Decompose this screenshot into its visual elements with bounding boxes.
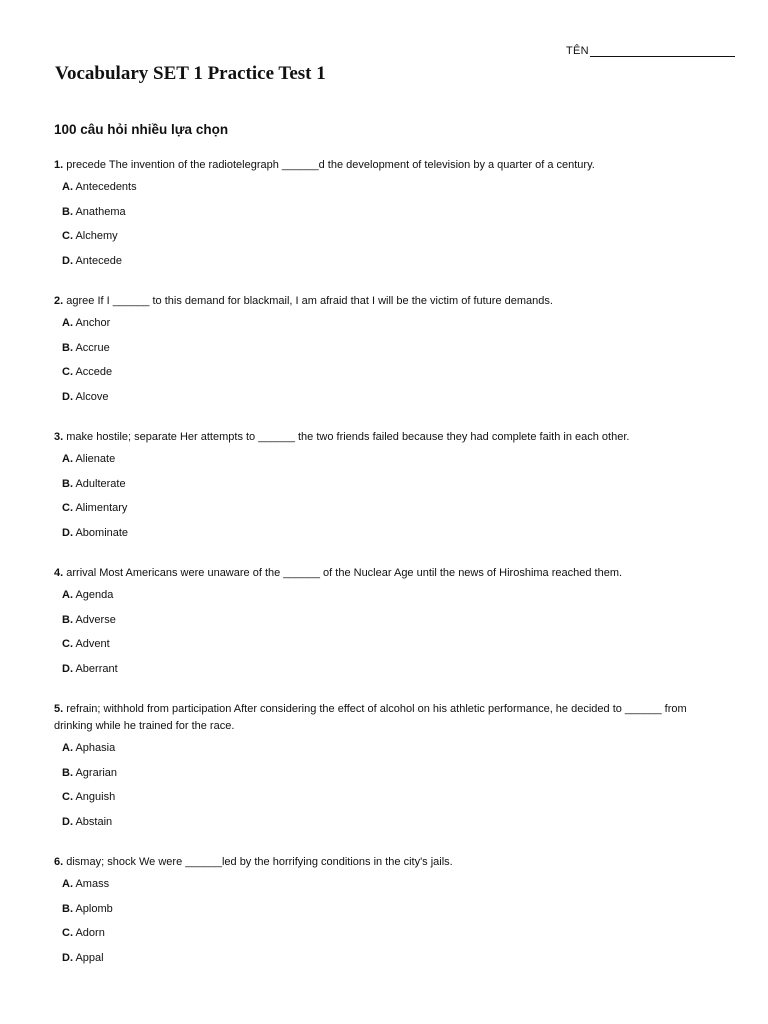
option-c	[62, 926, 714, 951]
option-text: Abstain	[75, 815, 113, 828]
option-text: Aberrant	[75, 662, 118, 675]
option-text: Alcove	[75, 390, 109, 403]
option-text: Agrarian	[75, 766, 118, 779]
question-2	[54, 293, 714, 414]
question-prompt: dismay; shock We were ______led by the horrifying conditions in the city's jails.	[66, 856, 453, 868]
question-4	[54, 565, 714, 686]
question-number: 5.	[54, 703, 64, 715]
option-a	[62, 316, 714, 341]
option-list	[54, 741, 714, 839]
question-text	[54, 565, 714, 582]
question-text	[54, 293, 714, 310]
option-c	[62, 637, 714, 662]
question-number: 3.	[54, 431, 64, 443]
option-letter: A.	[62, 317, 73, 329]
name-label: TÊN	[566, 45, 589, 57]
question-number: 6.	[54, 856, 64, 868]
option-a	[62, 877, 714, 902]
option-text: Amass	[75, 878, 110, 890]
option-d	[62, 526, 714, 551]
option-text: Anathema	[75, 205, 126, 218]
option-text: Aplomb	[75, 902, 113, 915]
option-c	[62, 501, 714, 526]
question-number: 1.	[54, 159, 64, 171]
option-letter: B.	[62, 205, 73, 218]
question-3	[54, 429, 714, 550]
option-d	[62, 662, 714, 687]
option-letter: C.	[62, 502, 73, 514]
option-b	[62, 902, 714, 927]
option-letter: A.	[62, 589, 73, 601]
option-letter: B.	[62, 613, 73, 626]
option-letter: B.	[62, 477, 73, 490]
option-text: Agenda	[75, 589, 114, 601]
option-list	[54, 877, 714, 975]
option-d	[62, 951, 714, 976]
option-letter: C.	[62, 791, 73, 803]
option-text: Advent	[75, 638, 110, 650]
option-letter: B.	[62, 766, 73, 779]
option-text: Alienate	[75, 453, 116, 465]
option-letter: D.	[62, 390, 73, 403]
option-letter: C.	[62, 366, 73, 378]
option-b	[62, 766, 714, 791]
option-a	[62, 588, 714, 613]
option-letter: B.	[62, 902, 73, 915]
option-letter: A.	[62, 453, 73, 465]
option-letter: D.	[62, 662, 73, 675]
option-a	[62, 180, 714, 205]
question-list	[54, 157, 714, 990]
option-b	[62, 477, 714, 502]
option-text: Alimentary	[75, 502, 128, 514]
question-1	[54, 157, 714, 278]
question-prompt: make hostile; separate Her attempts to ______ the two friends failed because they had complete faith in each other.	[66, 431, 630, 443]
question-5	[54, 701, 714, 839]
option-letter: D.	[62, 951, 73, 964]
question-prompt: precede The invention of the radiotelegraph ______d the development of television by a quarter of a century.	[66, 159, 595, 171]
question-text	[54, 157, 714, 174]
option-text: Adulterate	[75, 477, 126, 490]
question-prompt: refrain; withhold from participation After considering the effect of alcohol on his athletic performance, he decided to ______ from drinking while he trained for the race.	[54, 703, 687, 732]
question-text	[54, 429, 714, 446]
page-title: Vocabulary SET 1 Practice Test 1	[55, 63, 326, 84]
option-b	[62, 205, 714, 230]
option-c	[62, 229, 714, 254]
option-list	[54, 180, 714, 278]
question-number: 2.	[54, 295, 64, 307]
option-d	[62, 815, 714, 840]
option-letter: B.	[62, 341, 73, 354]
option-text: Adorn	[75, 927, 105, 939]
option-a	[62, 741, 714, 766]
option-list	[54, 452, 714, 550]
option-text: Antecedents	[75, 181, 137, 193]
option-d	[62, 254, 714, 279]
question-prompt: arrival Most Americans were unaware of the ______ of the Nuclear Age until the news of Hiroshima reached them.	[66, 567, 623, 579]
option-letter: D.	[62, 254, 73, 267]
option-text: Accrue	[75, 341, 110, 354]
option-list	[54, 316, 714, 414]
option-b	[62, 613, 714, 638]
option-c	[62, 790, 714, 815]
question-number: 4.	[54, 567, 64, 579]
option-letter: C.	[62, 638, 73, 650]
option-text: Abominate	[75, 526, 129, 539]
name-field	[566, 43, 735, 57]
option-letter: A.	[62, 742, 73, 754]
option-d	[62, 390, 714, 415]
section-heading: 100 câu hỏi nhiều lựa chọn	[54, 122, 229, 137]
option-letter: A.	[62, 181, 73, 193]
question-prompt: agree If I ______ to this demand for blackmail, I am afraid that I will be the victim of future demands.	[66, 295, 553, 307]
option-text: Adverse	[75, 613, 116, 626]
option-c	[62, 365, 714, 390]
option-letter: D.	[62, 815, 73, 828]
option-text: Aphasia	[75, 742, 116, 754]
question-text	[54, 701, 714, 735]
option-letter: C.	[62, 230, 73, 242]
question-6	[54, 854, 714, 975]
option-text: Accede	[75, 366, 113, 378]
option-b	[62, 341, 714, 366]
option-a	[62, 452, 714, 477]
option-letter: A.	[62, 878, 73, 890]
option-letter: C.	[62, 927, 73, 939]
option-list	[54, 588, 714, 686]
option-text: Antecede	[75, 254, 122, 267]
option-text: Alchemy	[75, 230, 118, 242]
option-text: Appal	[75, 951, 104, 964]
option-text: Anguish	[75, 791, 116, 803]
name-blank-line	[590, 43, 735, 57]
option-text: Anchor	[75, 317, 111, 329]
question-text	[54, 854, 714, 871]
option-letter: D.	[62, 526, 73, 539]
